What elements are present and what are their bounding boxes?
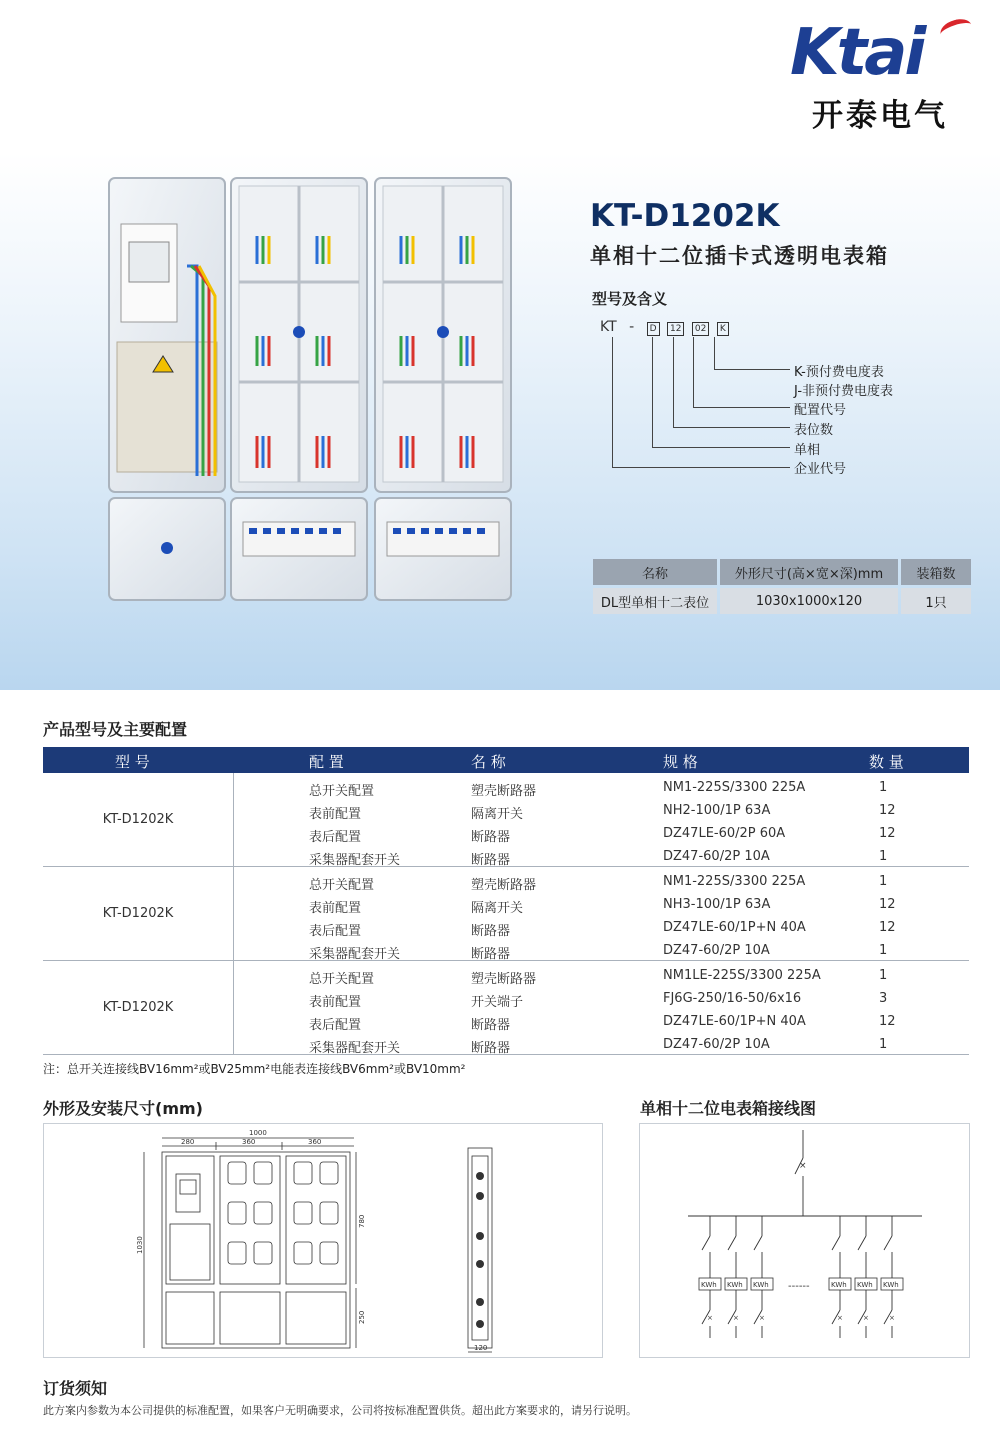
- breaker-mark: ×: [707, 1314, 713, 1322]
- table-row: [43, 964, 969, 987]
- meter-box-illustration: [107, 176, 517, 604]
- cell-config: 表后配置: [309, 830, 362, 845]
- table-row: [43, 870, 969, 893]
- leader-line: [673, 427, 790, 428]
- cell-config: 表前配置: [309, 995, 362, 1010]
- table-row: [43, 916, 969, 939]
- spec-cell-name: DL型单相十二表位: [593, 588, 717, 614]
- group-model: KT-D1202K: [43, 867, 234, 960]
- logo-word: Ktai: [790, 16, 924, 90]
- order-heading: 订货须知: [43, 1379, 108, 1398]
- cell-qty: 1: [879, 1037, 888, 1052]
- cell-spec: DZ47-60/2P 10A: [663, 943, 770, 958]
- spec-header-name: 名称: [593, 559, 717, 585]
- legend-config: 配置代号: [794, 403, 847, 418]
- code-box-k: K: [717, 322, 729, 336]
- dim-col2: 360: [242, 1138, 256, 1146]
- col-qty: 数 量: [869, 753, 904, 771]
- group-model: KT-D1202K: [43, 773, 234, 866]
- cell-qty: 12: [879, 920, 896, 935]
- cell-name: 断路器: [471, 924, 511, 939]
- wiring-dashes: ------: [788, 1281, 810, 1292]
- config-group: [43, 773, 969, 867]
- cell-config: 表前配置: [309, 901, 362, 916]
- cell-name: 断路器: [471, 830, 511, 845]
- cell-spec: DZ47-60/2P 10A: [663, 849, 770, 864]
- legend-meter-count: 表位数: [794, 423, 834, 438]
- dim-total-width: 1000: [249, 1129, 267, 1137]
- code-box-12: 12: [667, 322, 684, 336]
- config-group: [43, 867, 969, 961]
- spec-cell-size: 1030x1000x120: [720, 588, 898, 614]
- config-group: [43, 961, 969, 1055]
- leader-line: [714, 337, 715, 370]
- wiring-panel: [639, 1123, 970, 1358]
- spec-header-size: 外形尺寸(高×宽×深)mm: [720, 559, 898, 585]
- kwh-label: KWh: [701, 1281, 717, 1289]
- dim-col3: 360: [308, 1138, 322, 1146]
- model-code: [600, 319, 732, 336]
- cell-config: 表后配置: [309, 924, 362, 939]
- dim-col1: 280: [181, 1138, 195, 1146]
- table-row: [43, 939, 969, 962]
- breaker-mark: ×: [759, 1314, 765, 1322]
- main-switch-mark: ×: [799, 1161, 807, 1171]
- cell-config: 总开关配置: [309, 878, 375, 893]
- dimension-heading: 外形及安装尺寸(mm): [43, 1099, 203, 1118]
- cell-qty: 12: [879, 826, 896, 841]
- spec-header-qty: 装箱数: [901, 559, 971, 585]
- table-row: [43, 822, 969, 845]
- cell-qty: 12: [879, 803, 896, 818]
- group-model: KT-D1202K: [43, 961, 234, 1054]
- leader-line: [652, 447, 790, 448]
- col-name: 名 称: [471, 753, 506, 771]
- table-row: [43, 799, 969, 822]
- cell-name: 塑壳断路器: [471, 784, 537, 799]
- breaker-mark: ×: [837, 1314, 843, 1322]
- cell-config: 采集器配套开关: [309, 853, 401, 868]
- cell-qty: 12: [879, 1014, 896, 1029]
- cell-qty: 1: [879, 849, 888, 864]
- logo-chinese-name: 开泰电气: [812, 98, 948, 134]
- cell-name: 开关端子: [471, 995, 524, 1010]
- table-row: [43, 893, 969, 916]
- kwh-label: KWh: [857, 1281, 873, 1289]
- cell-spec: FJ6G-250/16-50/6x16: [663, 991, 802, 1006]
- table-row: [43, 845, 969, 868]
- cell-spec: NH2-100/1P 63A: [663, 803, 771, 818]
- breaker-mark: ×: [863, 1314, 869, 1322]
- product-photo: [107, 176, 517, 604]
- cell-config: 采集器配套开关: [309, 1041, 401, 1056]
- wiring-note: 注：总开关连接线BV16mm²或BV25mm²电能表连接线BV6mm²或BV10mm²: [43, 1062, 466, 1076]
- cell-qty: 1: [879, 874, 888, 889]
- leader-line: [673, 337, 674, 428]
- leader-line: [652, 337, 653, 448]
- kwh-label: KWh: [753, 1281, 769, 1289]
- cell-config: 总开关配置: [309, 784, 375, 799]
- col-model: 型 号: [115, 753, 150, 771]
- code-box-02: 02: [692, 322, 709, 336]
- cell-qty: 1: [879, 943, 888, 958]
- cell-qty: 12: [879, 897, 896, 912]
- code-dash: -: [629, 319, 635, 335]
- leader-line: [612, 467, 790, 468]
- logo-swoosh-icon: [938, 16, 974, 44]
- cell-spec: DZ47-60/2P 10A: [663, 1037, 770, 1052]
- cell-name: 断路器: [471, 1041, 511, 1056]
- cell-spec: NM1LE-225S/3300 225A: [663, 968, 821, 983]
- legend-single-phase: 单相: [794, 443, 821, 458]
- order-text: 此方案内参数为本公司提供的标准配置，如果客户无明确要求，公司将按标准配置供货。超出此方案要求的，请另行说明。: [43, 1404, 637, 1417]
- legend-j: J-非预付费电度表: [794, 384, 894, 399]
- code-box-d: D: [647, 322, 660, 336]
- table-row: [43, 1010, 969, 1033]
- cell-config: 采集器配套开关: [309, 947, 401, 962]
- dim-height: 1030: [136, 1236, 144, 1254]
- wiring-diagram: [640, 1124, 969, 1357]
- breaker-mark: ×: [889, 1314, 895, 1322]
- cell-name: 隔离开关: [471, 901, 524, 916]
- cell-qty: 1: [879, 968, 888, 983]
- model-meaning-heading: 型号及含义: [592, 290, 668, 308]
- dimension-panel: [43, 1123, 603, 1358]
- code-prefix: KT: [600, 319, 617, 335]
- cell-spec: DZ47LE-60/1P+N 40A: [663, 1014, 806, 1029]
- cell-qty: 3: [879, 991, 888, 1006]
- kwh-label: KWh: [727, 1281, 743, 1289]
- dimension-drawing: [44, 1124, 602, 1357]
- col-spec: 规 格: [663, 753, 698, 771]
- kwh-label: KWh: [831, 1281, 847, 1289]
- spec-table: [590, 556, 974, 617]
- cell-config: 表前配置: [309, 807, 362, 822]
- brand-logo: [790, 14, 980, 134]
- config-table: [43, 747, 969, 1055]
- product-model: KT-D1202K: [590, 198, 780, 234]
- leader-line: [693, 337, 694, 408]
- dim-upper: 780: [358, 1214, 366, 1228]
- table-row: [43, 1033, 969, 1056]
- leader-line: [714, 369, 790, 370]
- leader-line: [612, 337, 613, 468]
- cell-name: 塑壳断路器: [471, 878, 537, 893]
- cell-spec: DZ47LE-60/1P+N 40A: [663, 920, 806, 935]
- table-row: [43, 776, 969, 799]
- cell-qty: 1: [879, 780, 888, 795]
- spec-cell-qty: 1只: [901, 588, 971, 614]
- product-name: 单相十二位插卡式透明电表箱: [590, 244, 889, 268]
- table-row: [43, 987, 969, 1010]
- cell-name: 塑壳断路器: [471, 972, 537, 987]
- wiring-heading: 单相十二位电表箱接线图: [640, 1099, 817, 1118]
- cell-spec: NM1-225S/3300 225A: [663, 874, 806, 889]
- dim-depth: 120: [474, 1344, 488, 1352]
- legend-company-code: 企业代号: [794, 462, 847, 477]
- cell-name: 断路器: [471, 947, 511, 962]
- cell-name: 隔离开关: [471, 807, 524, 822]
- cell-config: 表后配置: [309, 1018, 362, 1033]
- cell-spec: NM1-225S/3300 225A: [663, 780, 806, 795]
- col-config: 配 置: [309, 753, 344, 771]
- leader-line: [693, 407, 790, 408]
- kwh-label: KWh: [883, 1281, 899, 1289]
- cell-spec: DZ47LE-60/2P 60A: [663, 826, 786, 841]
- cell-name: 断路器: [471, 1018, 511, 1033]
- config-heading: 产品型号及主要配置: [43, 720, 188, 739]
- cell-config: 总开关配置: [309, 972, 375, 987]
- cell-name: 断路器: [471, 853, 511, 868]
- config-table-header: [43, 747, 969, 773]
- cell-spec: NH3-100/1P 63A: [663, 897, 771, 912]
- legend-k: K-预付费电度表: [794, 365, 884, 380]
- breaker-mark: ×: [733, 1314, 739, 1322]
- dim-lower: 250: [358, 1310, 366, 1324]
